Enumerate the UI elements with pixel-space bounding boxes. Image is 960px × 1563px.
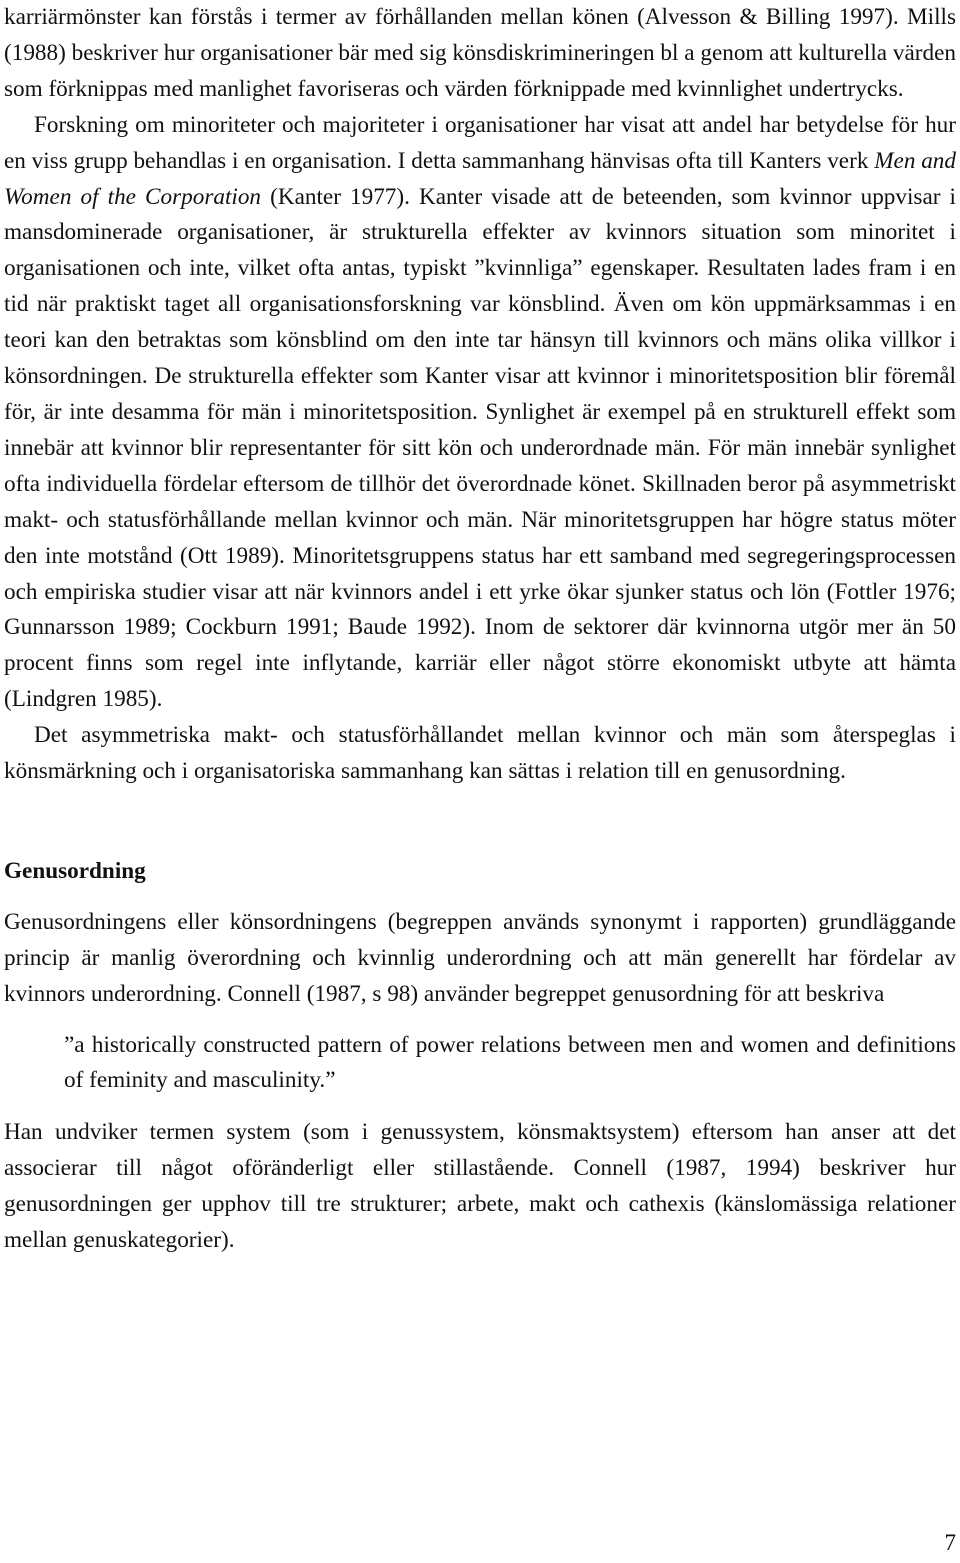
book-title-italic: Men and Women of the Corporation [4, 147, 956, 210]
block-quote: ”a historically constructed pattern of power relations between men and women and definitions of feminity and masculinity.” [64, 1031, 956, 1094]
paragraph-2-part-2: (Kanter 1977). Kanter visade att de beteenden, som kvinnor uppvisar i mansdominerade organisationer, är strukturella effekter av kvinnors situation som minoritet i organisationen och inte, vilket ofta antas, typiskt ”kvinnliga” egenskaper. Resultaten lades fram i en tid när praktiskt taget all organisationsforskning var könsblind. Även om kön uppmärksammas i en teori kan den betraktas som könsblind om den inte tar hänsyn till kvinnors och mäns olika villkor i könsordningen. De strukturella effekter som Kanter visar att kvinnor i minoritetsposition blir föremål för, är inte desamma för män i minoritetsposition. Synlighet är exempel på en strukturell effekt som innebär att kvinnor blir representanter för sitt kön och underordnade män. För män innebär synlighet ofta individuella fördelar eftersom de tillhör det överordnade könet. Skillnaden beror på asymmetriskt makt- och statusförhållande mellan kvinnor och män. När minoritetsgruppen har högre status möter den inte motstånd (Ott 1989). Minoritetsgruppens status har ett samband med segregeringsprocessen och empiriska studier visar att när kvinnors andel i ett yrke ökar sjunker status och lön (Fottler 1976; Gunnarsson 1989; Cockburn 1991; Baude 1992). Inom de sektorer där kvinnorna utgör mer än 50 procent finns som regel inte inflytande, karriär eller något större ekonomiskt utbyte att hämta (Lindgren 1985). [4, 183, 956, 713]
paragraph-3: Det asymmetriska makt- och statusförhållandet mellan kvinnor och män som återspeglas i könsmärkning och i organisatoriska sammanhang kan sättas i relation till en genusordning. [4, 722, 956, 785]
paragraph-4: Genusordningens eller könsordningens (begreppen används synonymt i rapporten) grundläggande princip är manlig överordning och kvinnlig underordning och att män generellt har fördelar av kvinnors underordning. Connell (1987, s 98) använder begreppet genusordning för att beskriva [4, 908, 956, 1007]
section-heading: Genusordning [4, 857, 146, 884]
document-page [4, 0, 956, 1259]
paragraph-2-part-1: Forskning om minoriteter och majoriteter i organisationer har visat att andel har betydelse för hur en viss grupp behandlas i en organisation. I detta sammanhang hänvisas ofta till Kanters verk [4, 111, 956, 174]
paragraph-5: Han undviker termen system (som i genussystem, könsmaktsystem) eftersom han anser att det associerar till något oföränderligt eller stillastående. Connell (1987, 1994) beskriver hur genusordningen ger upphov till tre strukturer; arbete, makt och cathexis (känslomässiga relationer mellan genuskategorier). [4, 1119, 956, 1254]
paragraph-1: karriärmönster kan förstås i termer av förhållanden mellan könen (Alvesson & Billing 1997). Mills (1988) beskriver hur organisationer bär med sig könsdiskrimineringen bl a genom att kulturella värden som förknippas med manlighet favoriseras och värden förknippade med kvinnlighet undertrycks. [4, 4, 956, 102]
paragraph-2 [4, 108, 956, 718]
page-number: 7 [944, 1530, 956, 1555]
